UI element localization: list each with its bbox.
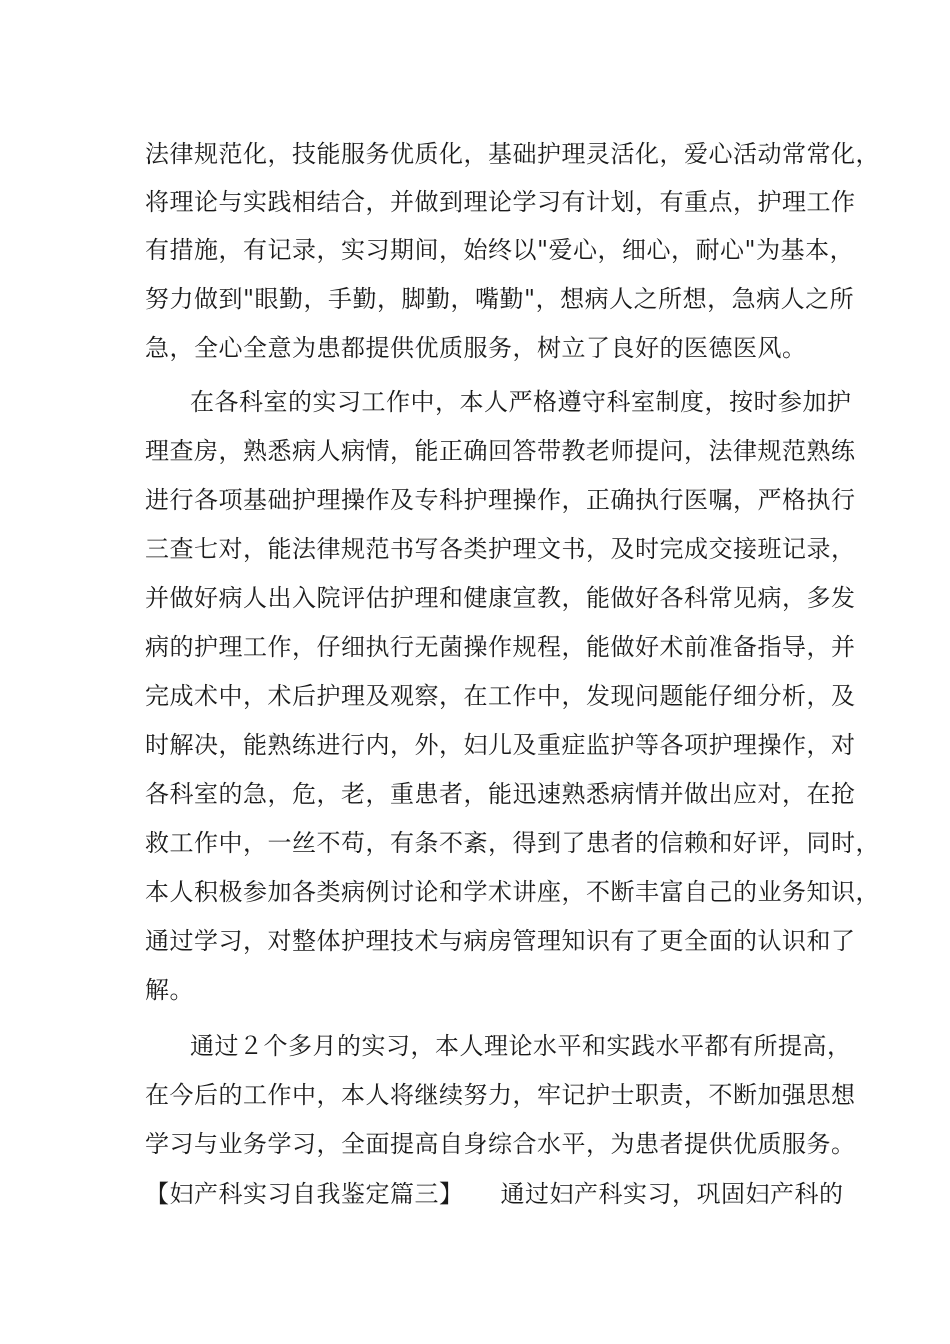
text-line: 解。	[145, 976, 194, 1004]
text-line: 三查七对，能法律规范书写各类护理文书，及时完成交接班记录，	[145, 535, 856, 563]
text-line: 时解决，能熟练进行内，外，妇儿及重症监护等各项护理操作，对	[145, 731, 856, 759]
text-line: 理查房，熟悉病人病情，能正确回答带教老师提问，法律规范熟练	[145, 437, 856, 465]
text-line: 有措施，有记录，实习期间，始终以"爱心，细心，耐心"为基本，	[145, 236, 855, 264]
text-line: 并做好病人出入院评估护理和健康宣教，能做好各科常见病，多发	[145, 584, 856, 612]
paragraph-start-line: 在各科室的实习工作中，本人严格遵守科室制度，按时参加护	[190, 388, 852, 416]
text-line: 救工作中，一丝不苟，有条不紊，得到了患者的信赖和好评，同时，	[145, 829, 880, 857]
text-line: 学习与业务学习，全面提高自身综合水平，为患者提供优质服务。	[145, 1130, 856, 1158]
text-line: 完成术中，术后护理及观察，在工作中，发现问题能仔细分析，及	[145, 682, 856, 710]
section-heading-line: 【妇产科实习自我鉴定篇三】 通过妇产科实习，巩固妇产科的	[145, 1180, 844, 1208]
text-line: 急，全心全意为患都提供优质服务，树立了良好的医德医风。	[145, 334, 807, 362]
text-line: 各科室的急，危，老，重患者，能迅速熟悉病情并做出应对，在抢	[145, 780, 856, 808]
text-line: 将理论与实践相结合，并做到理论学习有计划，有重点，护理工作	[145, 188, 856, 216]
text-line: 努力做到"眼勤，手勤，脚勤，嘴勤"，想病人之所想，急病人之所	[145, 285, 855, 313]
text-line: 法律规范化，技能服务优质化，基础护理灵活化，爱心活动常常化，	[145, 140, 880, 168]
text-line: 在今后的工作中，本人将继续努力，牢记护士职责，不断加强思想	[145, 1081, 856, 1109]
text-line: 病的护理工作，仔细执行无菌操作规程，能做好术前准备指导，并	[145, 633, 856, 661]
paragraph-start-line: 通过２个多月的实习，本人理论水平和实践水平都有所提高，	[190, 1032, 852, 1060]
text-line: 通过学习，对整体护理技术与病房管理知识有了更全面的认识和了	[145, 927, 856, 955]
text-line: 本人积极参加各类病例讨论和学术讲座，不断丰富自己的业务知识，	[145, 878, 880, 906]
text-line: 进行各项基础护理操作及专科护理操作，正确执行医嘱，严格执行	[145, 486, 856, 514]
